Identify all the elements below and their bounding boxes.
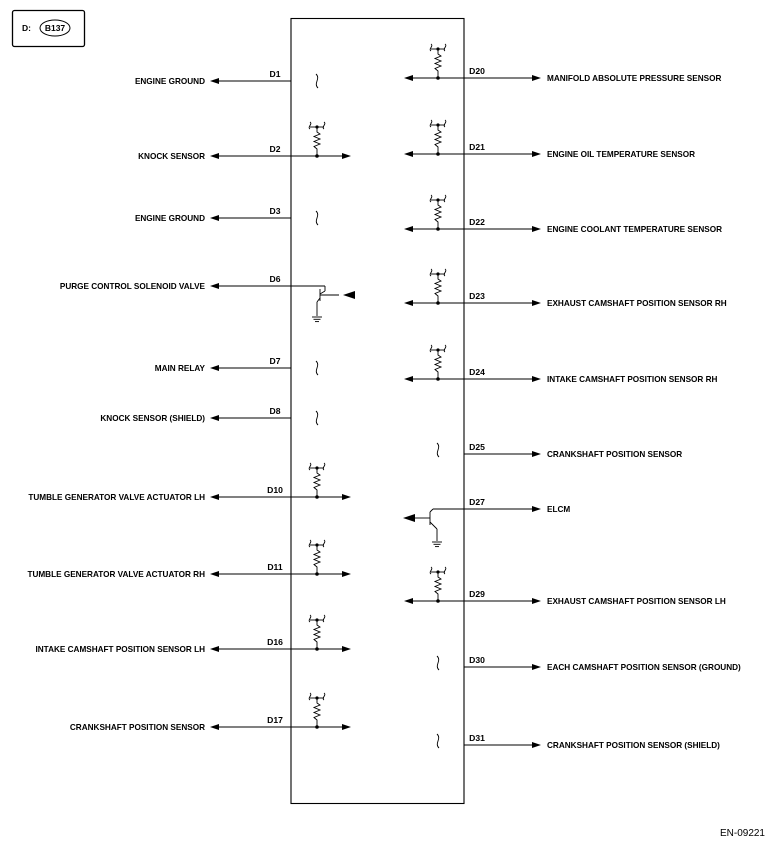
right-pin-label: EXHAUST CAMSHAFT POSITION SENSOR RH (547, 299, 727, 308)
left-pin-label: KNOCK SENSOR (SHIELD) (100, 414, 205, 423)
pullup-resistor-icon (309, 693, 325, 729)
wire-arrow-left (404, 226, 413, 232)
right-pin-number: D22 (469, 217, 485, 227)
wire-arrow-left (210, 215, 219, 221)
connector-prefix: D: (22, 23, 31, 33)
right-pin-label: MANIFOLD ABSOLUTE PRESSURE SENSOR (547, 74, 722, 83)
wire-arrow-left (210, 571, 219, 577)
wire-arrow-right (342, 153, 351, 159)
wire-arrow-right (532, 376, 541, 382)
left-pin-number: D8 (269, 406, 281, 416)
right-pin-row (437, 655, 741, 672)
right-pin-number: D27 (469, 497, 485, 507)
ground-icon (432, 542, 442, 547)
pullup-resistor-icon (430, 345, 446, 381)
left-pin-number: D17 (267, 715, 283, 725)
pullup-resistor-icon (309, 463, 325, 499)
wire-arrow-right (342, 571, 351, 577)
pullup-resistor-icon (430, 269, 446, 305)
wire-arrow-right (532, 506, 541, 512)
wire-arrow-right (532, 742, 541, 748)
pullup-resistor-icon (309, 122, 325, 158)
left-pin-label: TUMBLE GENERATOR VALVE ACTUATOR LH (28, 493, 205, 502)
pullup-resistor-icon (430, 120, 446, 156)
right-pin-row (404, 195, 722, 234)
wire-break-squiggle (316, 411, 318, 425)
right-pin-row (404, 345, 718, 384)
wire-break-squiggle (437, 734, 439, 748)
wire-arrow-right (532, 451, 541, 457)
right-pin-row (404, 44, 721, 83)
left-pin-label: KNOCK SENSOR (138, 152, 205, 161)
left-pin-number: D2 (269, 144, 281, 154)
left-pin-number: D6 (269, 274, 281, 284)
wire-arrow-left (404, 598, 413, 604)
left-pin-label: INTAKE CAMSHAFT POSITION SENSOR LH (35, 645, 205, 654)
left-pin-row (27, 540, 351, 579)
left-pin-row (100, 406, 318, 425)
left-pin-number: D11 (267, 562, 283, 572)
wire-break-squiggle (437, 656, 439, 670)
right-pin-label: CRANKSHAFT POSITION SENSOR (SHIELD) (547, 741, 720, 750)
wire-arrow-left (404, 300, 413, 306)
wire-arrow-right (532, 300, 541, 306)
connector-code: B137 (44, 23, 66, 33)
wire-arrow-left (210, 153, 219, 159)
pullup-resistor-icon (309, 615, 325, 651)
right-pin-number: D24 (469, 367, 485, 377)
wire-arrow-right (342, 724, 351, 730)
right-pin-row (404, 120, 695, 159)
left-pin-number: D16 (267, 637, 283, 647)
wire-arrow-right (532, 664, 541, 670)
wire-break-squiggle (316, 361, 318, 375)
right-pin-row (437, 442, 682, 459)
left-pin-label: ENGINE GROUND (134, 77, 205, 86)
wire-arrow-left (210, 415, 219, 421)
right-pin-label: ENGINE OIL TEMPERATURE SENSOR (547, 150, 695, 159)
wire-arrow-right (532, 226, 541, 232)
wire-break-squiggle (316, 74, 318, 88)
right-pin-row (404, 269, 727, 308)
wire-arrow-right (342, 646, 351, 652)
right-pin-number: D21 (469, 142, 485, 152)
right-pin-number: D20 (469, 66, 485, 76)
transistor-icon (312, 286, 355, 322)
left-pin-row (70, 693, 351, 732)
transistor-icon (403, 509, 442, 547)
left-pin-label: MAIN RELAY (154, 364, 205, 373)
pullup-resistor-icon (430, 195, 446, 231)
diagram-code: EN-09221 (719, 828, 765, 839)
right-pin-label: ELCM (547, 505, 571, 514)
right-pin-label: ENGINE COOLANT TEMPERATURE SENSOR (547, 225, 722, 234)
right-pin-label: INTAKE CAMSHAFT POSITION SENSOR RH (547, 375, 718, 384)
wire-arrow-right (532, 75, 541, 81)
left-pin-label: CRANKSHAFT POSITION SENSOR (69, 723, 205, 732)
left-pin-row (28, 463, 351, 502)
left-pin-number: D10 (267, 485, 283, 495)
right-pin-number: D25 (469, 442, 485, 452)
wire-arrow-right (532, 151, 541, 157)
pullup-resistor-icon (430, 567, 446, 603)
left-pin-number: D3 (269, 206, 281, 216)
wire-arrow-left (404, 75, 413, 81)
right-pin-number: D31 (469, 733, 485, 743)
wire-arrow-left (210, 724, 219, 730)
left-pins (27, 69, 355, 732)
wire-arrow-left (210, 365, 219, 371)
wire-arrow-left (210, 283, 219, 289)
right-pin-number: D29 (469, 589, 485, 599)
left-pin-row (60, 274, 355, 322)
wire-arrow-left (210, 494, 219, 500)
pullup-resistor-icon (309, 540, 325, 576)
left-pin-row (138, 122, 351, 161)
right-pin-row (403, 497, 570, 547)
right-pin-row (404, 567, 726, 606)
left-pin-label: PURGE CONTROL SOLENOID VALVE (59, 282, 205, 291)
left-pin-label: ENGINE GROUND (134, 214, 205, 223)
connector-tag (13, 11, 85, 47)
wire-arrow-right (532, 598, 541, 604)
left-pin-number: D7 (269, 356, 281, 366)
right-pin-number: D23 (469, 291, 485, 301)
right-pin-label: EXHAUST CAMSHAFT POSITION SENSOR LH (547, 597, 726, 606)
pullup-resistor-icon (430, 44, 446, 80)
wire-arrow-left (210, 78, 219, 84)
wire-arrow-left (404, 151, 413, 157)
right-pin-label: EACH CAMSHAFT POSITION SENSOR (GROUND) (547, 663, 741, 672)
right-pin-row (437, 733, 720, 750)
left-pin-label: TUMBLE GENERATOR VALVE ACTUATOR RH (27, 570, 205, 579)
right-pin-label: CRANKSHAFT POSITION SENSOR (547, 450, 683, 459)
wire-arrow-left (404, 376, 413, 382)
wire-break-squiggle (316, 211, 318, 225)
right-pins (403, 44, 741, 750)
left-pin-number: D1 (269, 69, 281, 79)
wire-break-squiggle (437, 443, 439, 457)
left-pin-row (155, 356, 318, 375)
wire-arrow-left (210, 646, 219, 652)
wire-arrow-right (342, 494, 351, 500)
right-pin-number: D30 (469, 655, 485, 665)
left-pin-row (35, 615, 351, 654)
ground-icon (312, 317, 322, 322)
